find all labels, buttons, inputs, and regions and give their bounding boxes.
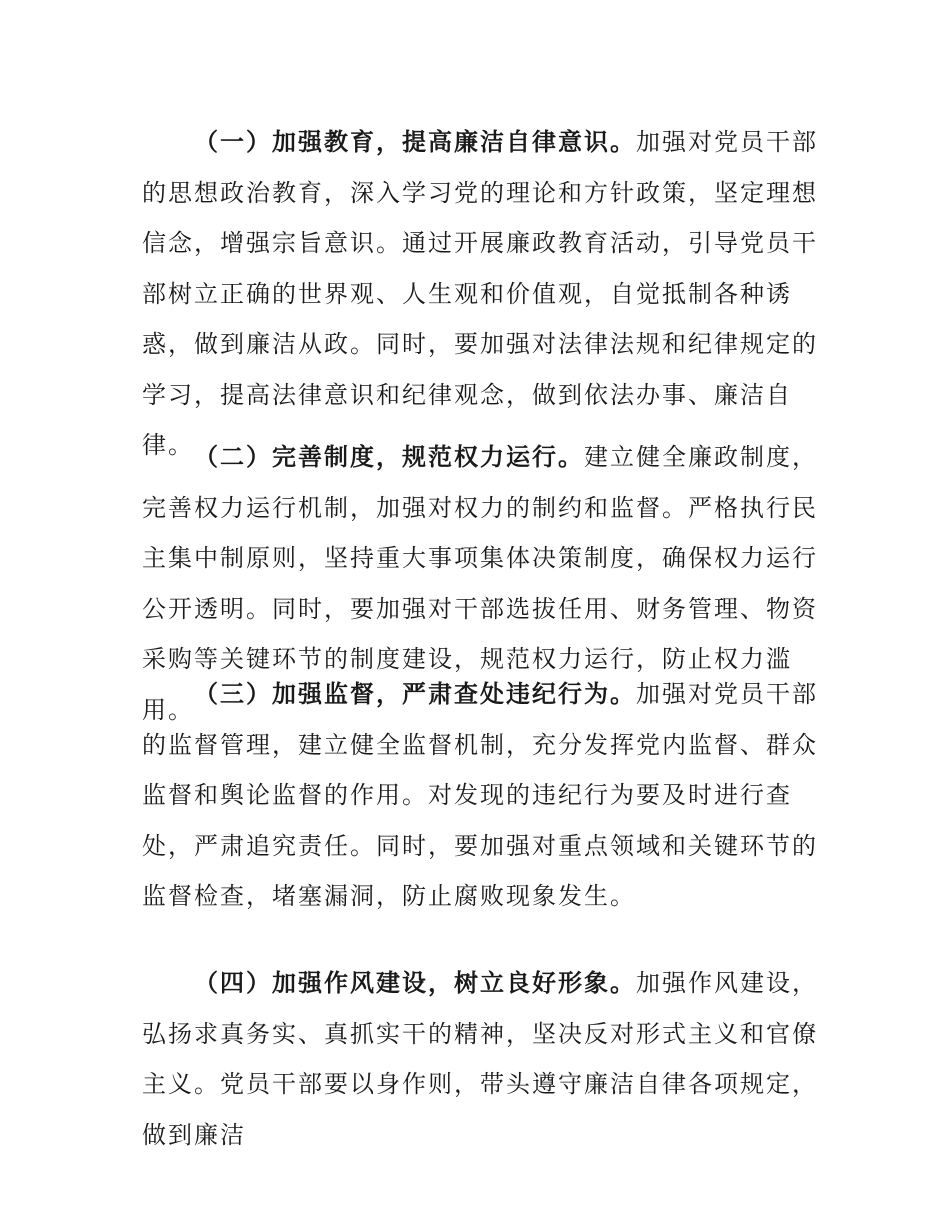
paragraph-body: 加强作风建设，弘扬求真务实、真抓实干的精神，坚决反对形式主义和官僚主义。党员干部要以身作则，带头遵守廉洁自律各项规定，做到廉洁: [142, 969, 818, 1149]
paragraph-supervision: [142, 669, 822, 922]
paragraph-style: [142, 958, 822, 1160]
paragraph-heading: （三）加强监督，严肃查处违纪行为。: [194, 680, 636, 708]
paragraph-heading: （四）加强作风建设，树立良好形象。: [194, 969, 636, 997]
paragraph-education: [142, 117, 822, 471]
paragraph-body: 加强对党员干部的监督管理，建立健全监督机制，充分发挥党内监督、群众监督和舆论监督的作用。对发现的违纪行为要及时进行查处，严肃追究责任。同时，要加强对重点领域和关键环节的监督检查，堵塞漏洞，防止腐败现象发生。: [142, 680, 818, 910]
paragraph-body: 加强对党员干部的思想政治教育，深入学习党的理论和方针政策，坚定理想信念，增强宗旨意识。通过开展廉政教育活动，引导党员干部树立正确的世界观、人生观和价值观，自觉抵制各种诱惑，做到廉洁从政。同时，要加强对法律法规和纪律规定的学习，提高法律意识和纪律观念，做到依法办事、廉洁自律。: [142, 128, 818, 459]
paragraph-heading: （一）加强教育，提高廉洁自律意识。: [194, 128, 636, 156]
paragraph-heading: （二）完善制度，规范权力运行。: [194, 443, 584, 471]
paragraph-body: 建立健全廉政制度，完善权力运行机制，加强对权力的制约和监督。严格执行民主集中制原则，坚持重大事项集体决策制度，确保权力运行公开透明。同时，要加强对干部选拔任用、财务管理、物资采购等关键环节的制度建设，规范权力运行，防止权力滥用。: [142, 443, 818, 724]
